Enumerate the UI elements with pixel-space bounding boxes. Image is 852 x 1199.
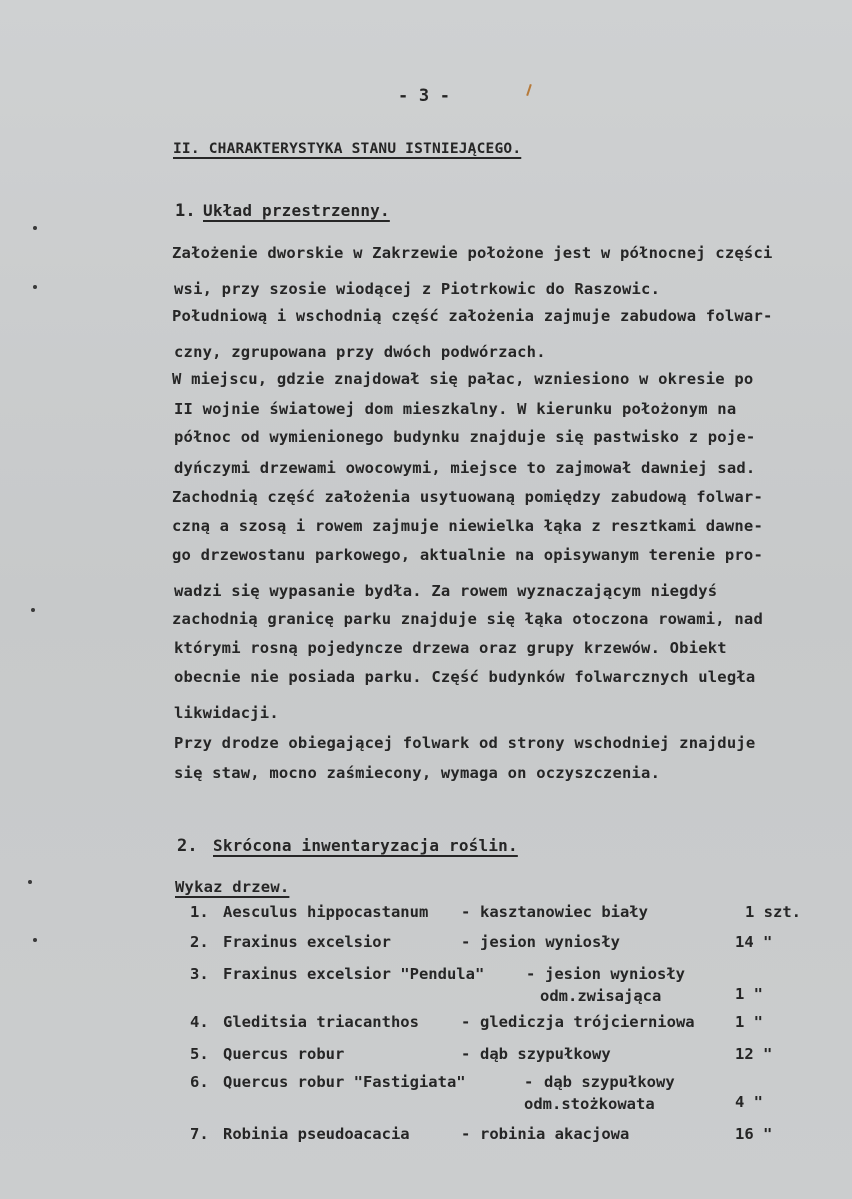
tree-number: 6.: [190, 1073, 209, 1091]
tree-list-title: Wykaz drzew.: [175, 878, 290, 896]
tree-number: 2.: [190, 933, 209, 951]
chapter-title: II. CHARAKTERYSTYKA STANU ISTNIEJĄCEGO.: [173, 141, 522, 157]
body-line: Południową i wschodnią część założenia zajmuje zabudowa folwar-: [172, 307, 773, 325]
tree-dash: -: [461, 1045, 471, 1063]
body-line: dyńczymi drzewami owocowymi, miejsce to zajmował dawniej sad.: [174, 459, 756, 477]
body-line: likwidacji.: [174, 704, 279, 722]
tree-polish-name: dąb szypułkowy: [480, 1045, 611, 1063]
hole-punch-dot: [33, 226, 37, 230]
body-line: Zachodnią część założenia usytuowaną pomiędzy zabudową folwar-: [172, 488, 763, 506]
tree-latin-name: Aesculus hippocastanum: [223, 903, 429, 921]
body-line: obecnie nie posiada parku. Część budynków folwarcznych uległa: [174, 668, 756, 686]
tree-dash: -: [461, 1013, 471, 1031]
tree-quantity: 12 ": [735, 1045, 773, 1063]
tree-polish-name: jesion wyniosły: [480, 933, 620, 951]
body-line: zachodnią granicę parku znajduje się łąka otoczona rowami, nad: [172, 610, 763, 628]
tree-row: [0, 903, 852, 923]
body-line: czną a szosą i rowem zajmuje niewielka łąka z resztkami dawne-: [172, 517, 763, 535]
tree-row: [0, 933, 852, 953]
tree-dash: -: [461, 1125, 471, 1143]
tree-polish-variety: odm.stożkowata: [524, 1095, 655, 1113]
tree-number: 3.: [190, 965, 209, 983]
tree-dash: -: [461, 933, 471, 951]
tree-number: 4.: [190, 1013, 209, 1031]
hole-punch-dot: [33, 285, 37, 289]
body-line: go drzewostanu parkowego, aktualnie na opisywanym terenie pro-: [172, 546, 763, 564]
body-line: II wojnie światowej dom mieszkalny. W kierunku położonym na: [174, 400, 737, 418]
tree-dash: -: [524, 1073, 534, 1091]
hole-punch-dot: [31, 608, 35, 612]
tree-dash: -: [526, 965, 536, 983]
body-line: Założenie dworskie w Zakrzewie położone jest w północnej części: [172, 244, 773, 262]
tree-latin-name: Fraxinus excelsior: [223, 933, 391, 951]
pencil-mark: [526, 84, 532, 96]
page-number: - 3 -: [398, 86, 451, 106]
tree-latin-name: Quercus robur "Fastigiata": [223, 1073, 466, 1091]
tree-quantity: 16 ": [735, 1125, 773, 1143]
tree-number: 7.: [190, 1125, 209, 1143]
tree-row: [0, 1073, 852, 1113]
body-line: wsi, przy szosie wiodącej z Piotrkowic do Raszowic.: [174, 280, 661, 298]
tree-dash: -: [461, 903, 471, 921]
tree-latin-name: Fraxinus excelsior "Pendula": [223, 965, 485, 983]
body-line: wadzi się wypasanie bydła. Za rowem wyznaczającym niegdyś: [174, 582, 718, 600]
tree-row: [0, 1045, 852, 1065]
tree-latin-name: Gleditsia triacanthos: [223, 1013, 419, 1031]
tree-quantity: 1 ": [735, 985, 763, 1003]
tree-polish-name: jesion wyniosły: [545, 965, 685, 983]
tree-polish-name: robinia akacjowa: [480, 1125, 630, 1143]
tree-number: 5.: [190, 1045, 209, 1063]
tree-latin-name: Robinia pseudoacacia: [223, 1125, 410, 1143]
body-line: czny, zgrupowana przy dwóch podwórzach.: [174, 343, 546, 361]
tree-quantity: 1 ": [735, 1013, 763, 1031]
section2-heading: Skrócona inwentaryzacja roślin.: [213, 836, 518, 855]
tree-polish-variety: odm.zwisająca: [540, 987, 662, 1005]
section1-heading-number: 1.: [175, 201, 196, 221]
tree-row: [0, 1013, 852, 1033]
tree-quantity: 4 ": [735, 1093, 763, 1111]
body-line: północ od wymienionego budynku znajduje się pastwisko z poje-: [174, 428, 756, 446]
tree-quantity: 1 szt.: [745, 903, 801, 921]
body-line: którymi rosną pojedyncze drzewa oraz grupy krzewów. Obiekt: [174, 639, 727, 657]
hole-punch-dot: [28, 880, 32, 884]
tree-polish-name: dąb szypułkowy: [544, 1073, 675, 1091]
tree-row: [0, 965, 852, 1005]
body-line: W miejscu, gdzie znajdował się pałac, wzniesiono w okresie po: [172, 370, 754, 388]
body-line: się staw, mocno zaśmiecony, wymaga on oczyszczenia.: [174, 764, 661, 782]
tree-latin-name: Quercus robur: [223, 1045, 345, 1063]
section1-heading: Układ przestrzenny.: [203, 201, 390, 220]
tree-quantity: 14 ": [735, 933, 773, 951]
tree-row: [0, 1125, 852, 1145]
tree-polish-name: kasztanowiec biały: [480, 903, 648, 921]
tree-number: 1.: [190, 903, 209, 921]
body-line: Przy drodze obiegającej folwark od strony wschodniej znajduje: [174, 734, 756, 752]
tree-polish-name: glediczja trójcierniowa: [480, 1013, 695, 1031]
section2-heading-number: 2.: [177, 836, 198, 856]
